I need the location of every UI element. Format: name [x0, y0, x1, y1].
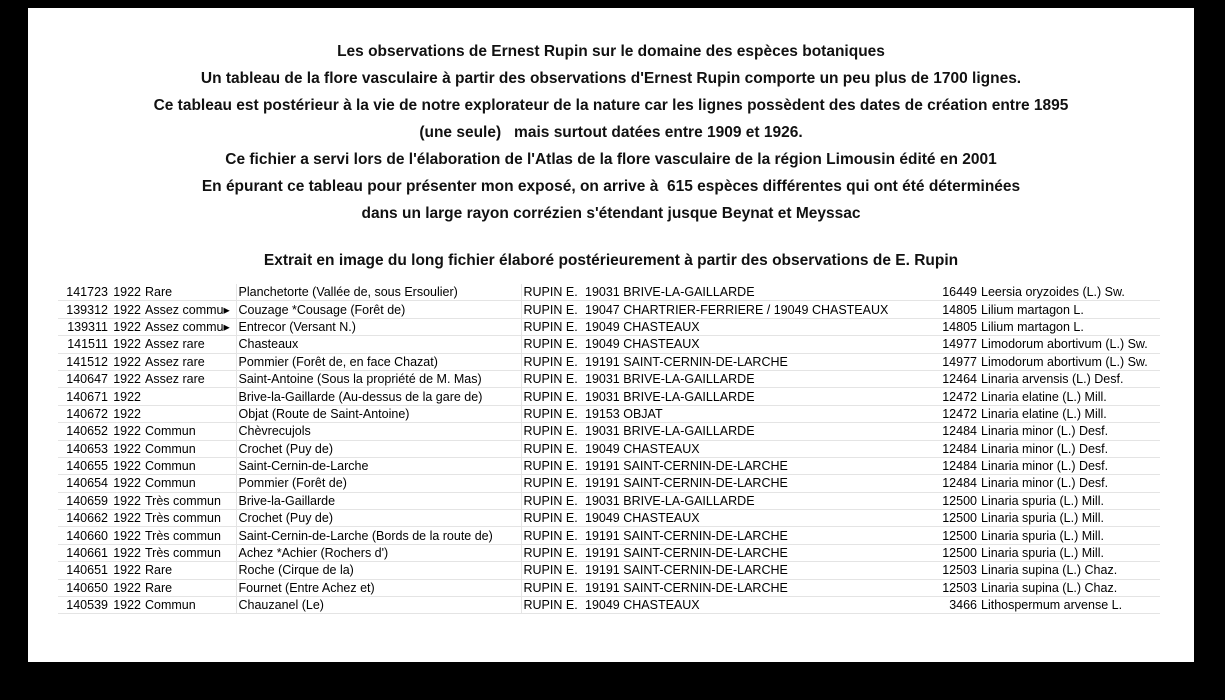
species-cell: Lilium martagon L. [979, 318, 1160, 335]
year-cell: 1922 [110, 336, 143, 353]
commune-cell: 19191 SAINT-CERNIN-DE-LARCHE [583, 544, 913, 561]
year-cell: 1922 [110, 440, 143, 457]
taxon-code-cell: 14977 [913, 353, 979, 370]
frequency-cell: Assez rare [143, 336, 236, 353]
taxon-code-cell: 12472 [913, 388, 979, 405]
intro-line: En épurant ce tableau pour présenter mon exposé, on arrive à 615 espèces différentes qui ont été déterminées [201, 178, 1021, 195]
commune-cell: 19049 CHASTEAUX [583, 318, 913, 335]
table-row [58, 562, 1160, 579]
commune-cell: 19191 SAINT-CERNIN-DE-LARCHE [583, 457, 913, 474]
record-id-cell: 140647 [58, 370, 110, 387]
commune-cell: 19191 SAINT-CERNIN-DE-LARCHE [583, 527, 913, 544]
observer-cell: RUPIN E. [521, 457, 583, 474]
observer-cell: RUPIN E. [521, 527, 583, 544]
locality-cell: Entrecor (Versant N.) [236, 318, 521, 335]
species-cell: Leersia oryzoides (L.) Sw. [979, 284, 1160, 301]
frequency-cell: Assez commu▸ [143, 301, 236, 318]
commune-cell: 19191 SAINT-CERNIN-DE-LARCHE [583, 475, 913, 492]
locality-cell: Fournet (Entre Achez et) [236, 579, 521, 596]
taxon-code-cell: 16449 [913, 284, 979, 301]
table-row [58, 457, 1160, 474]
year-cell: 1922 [110, 544, 143, 561]
year-cell: 1922 [110, 423, 143, 440]
species-cell: Linaria minor (L.) Desf. [979, 457, 1160, 474]
taxon-code-cell: 14977 [913, 336, 979, 353]
taxon-code-cell: 14805 [913, 318, 979, 335]
observer-cell: RUPIN E. [521, 562, 583, 579]
record-id-cell: 140655 [58, 457, 110, 474]
year-cell: 1922 [110, 597, 143, 614]
record-id-cell: 140661 [58, 544, 110, 561]
species-cell: Linaria arvensis (L.) Desf. [979, 370, 1160, 387]
locality-cell: Brive-la-Gaillarde (Au-dessus de la gare de) [236, 388, 521, 405]
table-row [58, 370, 1160, 387]
table-row [58, 475, 1160, 492]
intro-line: Ce tableau est postérieur à la vie de notre explorateur de la nature car les lignes possèdent des dates de création entre 1895 [153, 97, 1069, 114]
observer-cell: RUPIN E. [521, 597, 583, 614]
species-cell: Linaria spuria (L.) Mill. [979, 510, 1160, 527]
frequency-cell: Assez commu▸ [143, 318, 236, 335]
table-row [58, 388, 1160, 405]
commune-cell: 19049 CHASTEAUX [583, 440, 913, 457]
locality-cell: Saint-Antoine (Sous la propriété de M. Mas) [236, 370, 521, 387]
taxon-code-cell: 12472 [913, 405, 979, 422]
commune-cell: 19031 BRIVE-LA-GAILLARDE [583, 388, 913, 405]
taxon-code-cell: 12484 [913, 457, 979, 474]
table-row [58, 301, 1160, 318]
observer-cell: RUPIN E. [521, 475, 583, 492]
frequency-cell [143, 405, 236, 422]
species-cell: Limodorum abortivum (L.) Sw. [979, 353, 1160, 370]
taxon-code-cell: 12484 [913, 423, 979, 440]
taxon-code-cell: 12484 [913, 475, 979, 492]
species-cell: Linaria elatine (L.) Mill. [979, 388, 1160, 405]
intro-line: Ce fichier a servi lors de l'élaboration de l'Atlas de la flore vasculaire de la région Limousin édité en 2001 [225, 151, 997, 168]
commune-cell: 19049 CHASTEAUX [583, 336, 913, 353]
year-cell: 1922 [110, 562, 143, 579]
table-row [58, 440, 1160, 457]
locality-cell: Roche (Cirque de la) [236, 562, 521, 579]
taxon-code-cell: 12464 [913, 370, 979, 387]
locality-cell: Saint-Cernin-de-Larche [236, 457, 521, 474]
observer-cell: RUPIN E. [521, 370, 583, 387]
taxon-code-cell: 12500 [913, 492, 979, 509]
frequency-cell: Très commun [143, 544, 236, 561]
species-cell: Limodorum abortivum (L.) Sw. [979, 336, 1160, 353]
frequency-cell [143, 388, 236, 405]
record-id-cell: 140653 [58, 440, 110, 457]
record-id-cell: 141723 [58, 284, 110, 301]
taxon-code-cell: 12500 [913, 510, 979, 527]
species-cell: Linaria elatine (L.) Mill. [979, 405, 1160, 422]
species-cell: Linaria minor (L.) Desf. [979, 475, 1160, 492]
taxon-code-cell: 12500 [913, 544, 979, 561]
species-cell: Linaria spuria (L.) Mill. [979, 527, 1160, 544]
year-cell: 1922 [110, 284, 143, 301]
frequency-cell: Rare [143, 579, 236, 596]
year-cell: 1922 [110, 457, 143, 474]
observer-cell: RUPIN E. [521, 388, 583, 405]
locality-cell: Couzage *Cousage (Forêt de) [236, 301, 521, 318]
spreadsheet-extract [58, 284, 1160, 618]
table-caption: Extrait en image du long fichier élaboré postérieurement à partir des observations de E. Rupin [263, 252, 959, 269]
commune-cell: 19031 BRIVE-LA-GAILLARDE [583, 370, 913, 387]
locality-cell: Crochet (Puy de) [236, 440, 521, 457]
locality-cell: Planchetorte (Vallée de, sous Ersoulier) [236, 284, 521, 301]
commune-cell: 19049 CHASTEAUX [583, 510, 913, 527]
record-id-cell: 140660 [58, 527, 110, 544]
observer-cell: RUPIN E. [521, 492, 583, 509]
year-cell: 1922 [110, 318, 143, 335]
table-row [58, 597, 1160, 614]
table-row [58, 405, 1160, 422]
record-id-cell: 139311 [58, 318, 110, 335]
table-row [58, 318, 1160, 335]
record-id-cell: 139312 [58, 301, 110, 318]
year-cell: 1922 [110, 475, 143, 492]
frequency-cell: Commun [143, 440, 236, 457]
species-cell: Linaria minor (L.) Desf. [979, 423, 1160, 440]
year-cell: 1922 [110, 405, 143, 422]
year-cell: 1922 [110, 353, 143, 370]
year-cell: 1922 [110, 579, 143, 596]
species-cell: Lithospermum arvense L. [979, 597, 1160, 614]
taxon-code-cell: 12503 [913, 579, 979, 596]
record-id-cell: 140654 [58, 475, 110, 492]
taxon-code-cell: 12500 [913, 527, 979, 544]
frequency-cell: Assez rare [143, 353, 236, 370]
intro-line: Les observations de Ernest Rupin sur le domaine des espèces botaniques [337, 43, 885, 60]
record-id-cell: 141512 [58, 353, 110, 370]
year-cell: 1922 [110, 301, 143, 318]
record-id-cell: 140539 [58, 597, 110, 614]
observer-cell: RUPIN E. [521, 353, 583, 370]
species-cell: Lilium martagon L. [979, 301, 1160, 318]
commune-cell: 19191 SAINT-CERNIN-DE-LARCHE [583, 353, 913, 370]
observer-cell: RUPIN E. [521, 440, 583, 457]
commune-cell: 19191 SAINT-CERNIN-DE-LARCHE [583, 579, 913, 596]
observer-cell: RUPIN E. [521, 284, 583, 301]
observer-cell: RUPIN E. [521, 318, 583, 335]
observer-cell: RUPIN E. [521, 405, 583, 422]
species-cell: Linaria spuria (L.) Mill. [979, 492, 1160, 509]
intro-line: (une seule) mais surtout datées entre 1909 et 1926. [419, 124, 803, 141]
locality-cell: Objat (Route de Saint-Antoine) [236, 405, 521, 422]
observer-cell: RUPIN E. [521, 510, 583, 527]
record-id-cell: 141511 [58, 336, 110, 353]
intro-line: dans un large rayon corrézien s'étendant jusque Beynat et Meyssac [361, 205, 861, 222]
locality-cell: Crochet (Puy de) [236, 510, 521, 527]
frequency-cell: Commun [143, 475, 236, 492]
locality-cell: Saint-Cernin-de-Larche (Bords de la route de) [236, 527, 521, 544]
observations-table [58, 284, 1160, 614]
record-id-cell: 140671 [58, 388, 110, 405]
record-id-cell: 140652 [58, 423, 110, 440]
table-row [58, 336, 1160, 353]
intro-line: Un tableau de la flore vasculaire à partir des observations d'Ernest Rupin comporte un peu plus de 1700 lignes. [200, 70, 1022, 87]
frequency-cell: Très commun [143, 492, 236, 509]
taxon-code-cell: 3466 [913, 597, 979, 614]
commune-cell: 19031 BRIVE-LA-GAILLARDE [583, 423, 913, 440]
record-id-cell: 140662 [58, 510, 110, 527]
taxon-code-cell: 12503 [913, 562, 979, 579]
taxon-code-cell: 14805 [913, 301, 979, 318]
year-cell: 1922 [110, 527, 143, 544]
observer-cell: RUPIN E. [521, 423, 583, 440]
observer-cell: RUPIN E. [521, 301, 583, 318]
locality-cell: Brive-la-Gaillarde [236, 492, 521, 509]
table-row [58, 492, 1160, 509]
frequency-cell: Très commun [143, 527, 236, 544]
slide-page [28, 8, 1194, 662]
species-cell: Linaria spuria (L.) Mill. [979, 544, 1160, 561]
commune-cell: 19191 SAINT-CERNIN-DE-LARCHE [583, 562, 913, 579]
table-row [58, 510, 1160, 527]
commune-cell: 19031 BRIVE-LA-GAILLARDE [583, 284, 913, 301]
species-cell: Linaria supina (L.) Chaz. [979, 562, 1160, 579]
species-cell: Linaria supina (L.) Chaz. [979, 579, 1160, 596]
locality-cell: Pommier (Forêt de, en face Chazat) [236, 353, 521, 370]
record-id-cell: 140650 [58, 579, 110, 596]
locality-cell: Chauzanel (Le) [236, 597, 521, 614]
frequency-cell: Rare [143, 284, 236, 301]
table-row [58, 353, 1160, 370]
locality-cell: Chasteaux [236, 336, 521, 353]
table-row [58, 579, 1160, 596]
locality-cell: Achez *Achier (Rochers d') [236, 544, 521, 561]
table-row [58, 544, 1160, 561]
table-row [58, 527, 1160, 544]
frequency-cell: Très commun [143, 510, 236, 527]
species-cell: Linaria minor (L.) Desf. [979, 440, 1160, 457]
observer-cell: RUPIN E. [521, 579, 583, 596]
table-row [58, 423, 1160, 440]
commune-cell: 19047 CHARTRIER-FERRIERE / 19049 CHASTEAUX [583, 301, 913, 318]
frequency-cell: Commun [143, 597, 236, 614]
year-cell: 1922 [110, 370, 143, 387]
taxon-code-cell: 12484 [913, 440, 979, 457]
commune-cell: 19031 BRIVE-LA-GAILLARDE [583, 492, 913, 509]
observer-cell: RUPIN E. [521, 544, 583, 561]
record-id-cell: 140651 [58, 562, 110, 579]
record-id-cell: 140659 [58, 492, 110, 509]
locality-cell: Pommier (Forêt de) [236, 475, 521, 492]
commune-cell: 19049 CHASTEAUX [583, 597, 913, 614]
year-cell: 1922 [110, 510, 143, 527]
frequency-cell: Rare [143, 562, 236, 579]
frequency-cell: Assez rare [143, 370, 236, 387]
record-id-cell: 140672 [58, 405, 110, 422]
commune-cell: 19153 OBJAT [583, 405, 913, 422]
frequency-cell: Commun [143, 423, 236, 440]
year-cell: 1922 [110, 492, 143, 509]
observer-cell: RUPIN E. [521, 336, 583, 353]
frequency-cell: Commun [143, 457, 236, 474]
year-cell: 1922 [110, 388, 143, 405]
locality-cell: Chèvrecujols [236, 423, 521, 440]
intro-text [28, 38, 1194, 227]
table-row [58, 284, 1160, 301]
